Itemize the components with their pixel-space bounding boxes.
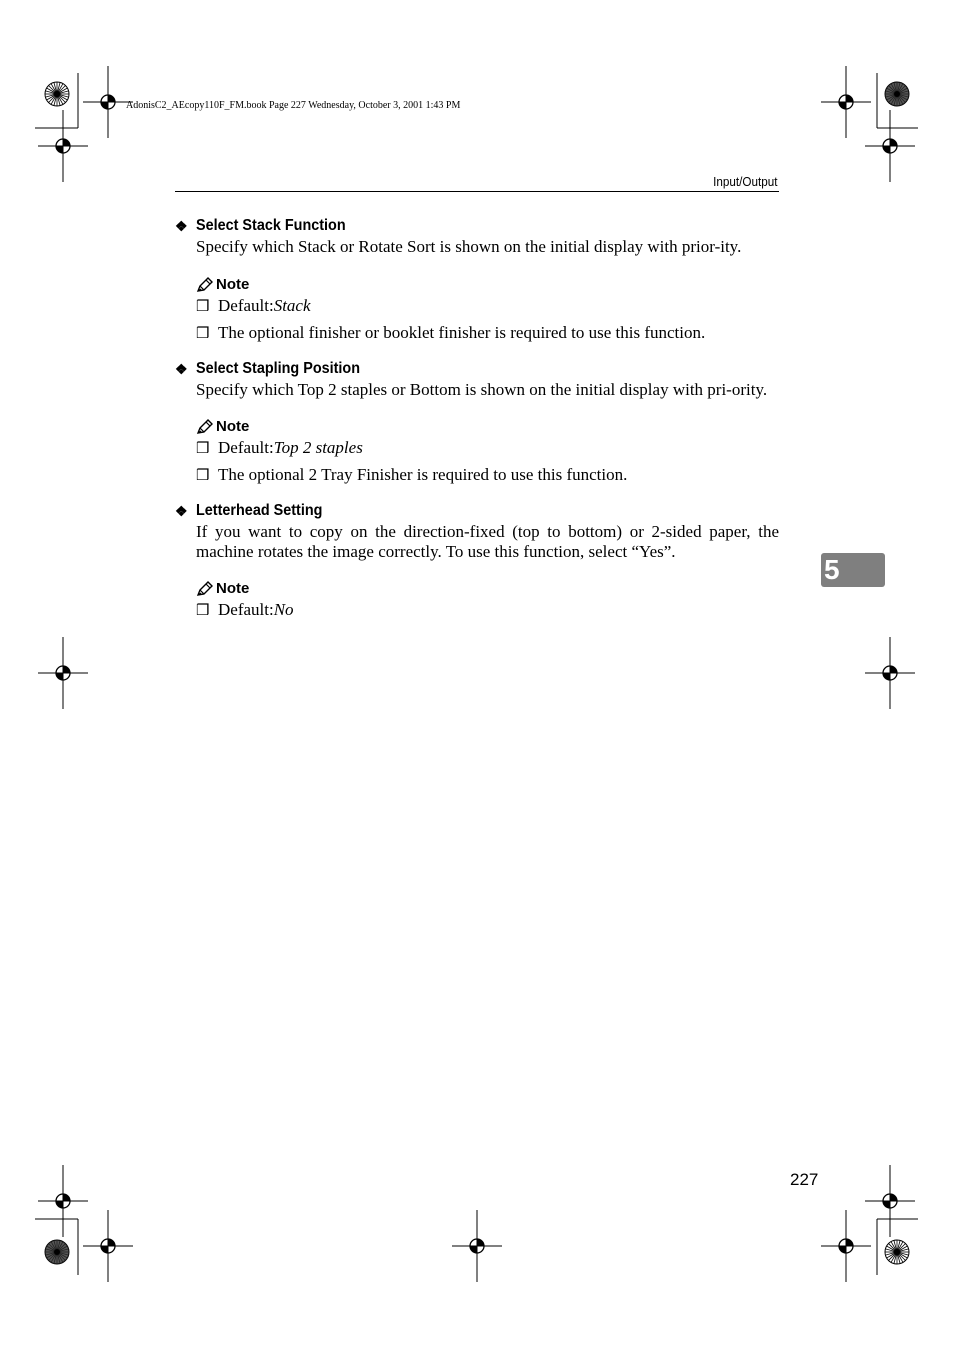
- chapter-number: 5: [824, 554, 840, 585]
- content: [175, 215, 779, 624]
- section-select-stack-function: [175, 215, 779, 347]
- color-target-icon: [45, 82, 69, 106]
- section-body: If you want to copy on the direction-fixed (top to bottom) or 2-sided paper, the machine rotates the image correctly. To use this function, select “Yes”.: [196, 522, 779, 561]
- spacer: [175, 347, 779, 358]
- diamond-bullet-icon: ❖: [175, 360, 188, 377]
- slug-line: AdonisC2_AEcopy110F_FM.book Page 227 Wednesday, October 3, 2001 1:43 PM: [126, 100, 461, 111]
- checkbox-icon: ❒: [196, 298, 210, 315]
- section-heading: [175, 215, 779, 237]
- list-item: [196, 462, 779, 489]
- section-letterhead-setting: [175, 500, 779, 624]
- running-head: Input/Output: [713, 174, 778, 189]
- chapter-tab: [821, 553, 885, 587]
- checkbox-icon: ❒: [196, 468, 210, 484]
- header-rule: [175, 191, 779, 192]
- section-title: Select Stack Function: [196, 217, 346, 234]
- registration-target-icon: [38, 1165, 88, 1237]
- list-item: [196, 597, 779, 624]
- registration-target-icon: [865, 637, 915, 709]
- registration-target-icon: [452, 1210, 502, 1282]
- note-label: Note: [216, 418, 250, 435]
- note-label: Note: [216, 275, 250, 293]
- section-title: Select Stapling Position: [196, 359, 361, 377]
- note-heading: [196, 409, 779, 435]
- registration-target-icon: [38, 110, 88, 182]
- item-text: The optional finisher or booklet finisher is required to use this function.: [218, 322, 706, 342]
- color-target-icon: [885, 82, 909, 106]
- item-text: The optional 2 Tray Finisher is required to use this function.: [218, 465, 628, 484]
- diamond-bullet-icon: ❖: [175, 503, 188, 519]
- registration-target-icon: [865, 1165, 915, 1237]
- list-item: [196, 293, 779, 320]
- registration-target-icon: [821, 66, 871, 138]
- list-item: [196, 320, 779, 347]
- section-heading: [175, 358, 779, 380]
- list-item: [196, 435, 779, 462]
- section-heading: [175, 500, 779, 522]
- registration-target-icon: [83, 1210, 133, 1282]
- pencil-icon: [196, 419, 213, 435]
- note-heading: [196, 267, 779, 293]
- color-target-icon: [885, 1240, 909, 1264]
- section-body: Specify which Stack or Rotate Sort is shown on the initial display with prior-ity.: [196, 237, 742, 256]
- registration-target-icon: [38, 637, 88, 709]
- color-target-icon: [45, 1240, 69, 1264]
- note-label: Note: [216, 580, 250, 597]
- item-value: Stack: [273, 295, 311, 315]
- pencil-icon: [196, 581, 213, 597]
- checkbox-icon: ❒: [196, 603, 210, 619]
- checkbox-icon: ❒: [196, 325, 210, 342]
- item-text: Default:: [218, 600, 274, 619]
- note-heading: [196, 571, 779, 597]
- spacer: [175, 489, 779, 500]
- page-number: 227: [790, 1170, 819, 1189]
- pencil-icon: [196, 277, 213, 293]
- registration-target-icon: [865, 110, 915, 182]
- registration-target-icon: [821, 1210, 871, 1282]
- checkbox-icon: ❒: [196, 441, 210, 457]
- item-value: Top 2 staples: [273, 438, 363, 457]
- item-value: No: [273, 600, 294, 619]
- diamond-bullet-icon: ❖: [175, 218, 188, 234]
- section-body: Specify which Top 2 staples or Bottom is shown on the initial display with pri-ority.: [196, 379, 768, 399]
- item-text: Default:: [218, 295, 274, 315]
- item-text: Default:: [218, 438, 274, 457]
- section-select-stapling-position: [175, 358, 779, 490]
- section-title: Letterhead Setting: [196, 502, 323, 519]
